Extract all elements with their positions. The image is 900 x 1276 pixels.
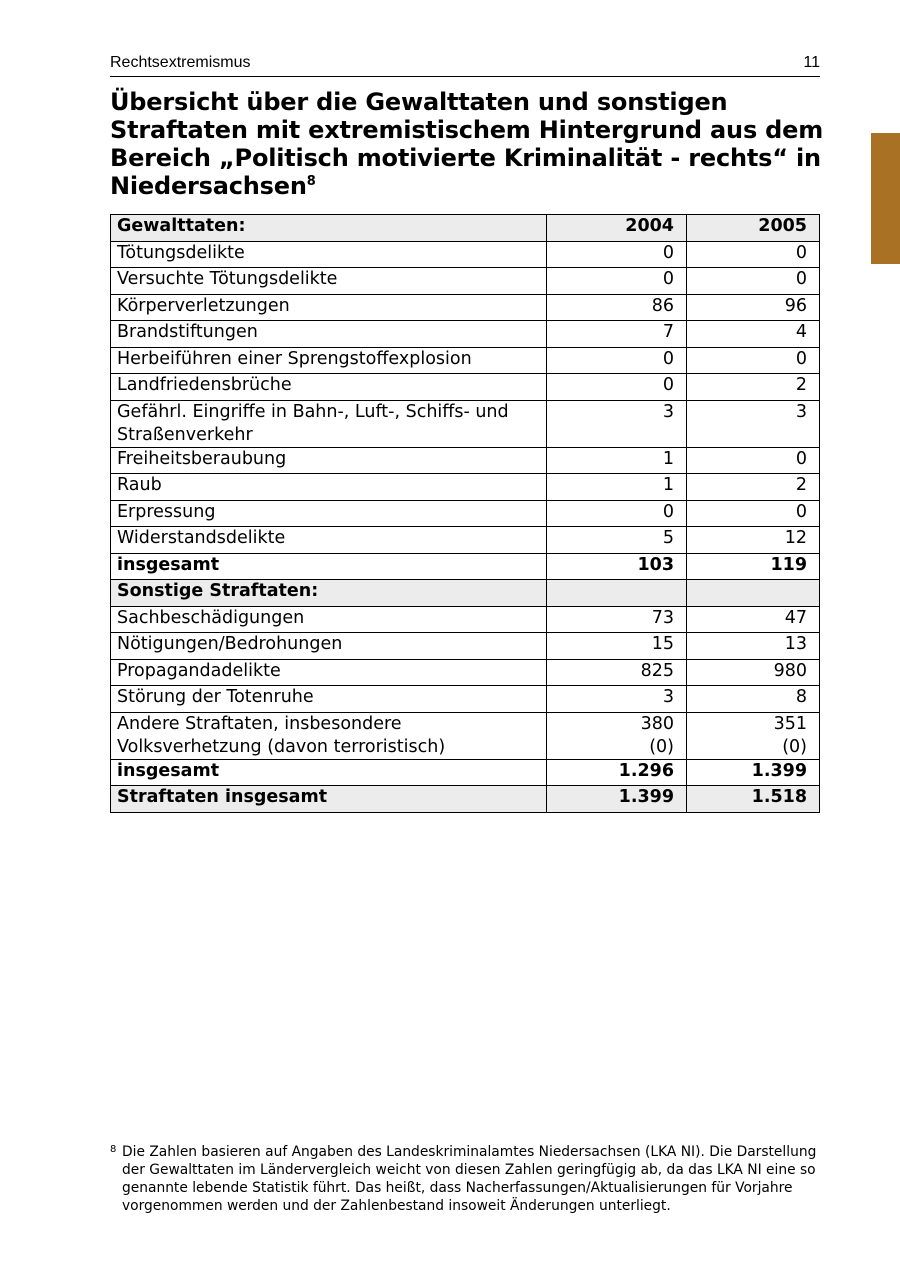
table-row <box>111 347 820 374</box>
value-2004: 0 <box>547 500 687 527</box>
value-2005: 4 <box>687 321 820 348</box>
value-2005: 980 <box>687 659 820 686</box>
value-2005: 1.399 <box>687 759 820 786</box>
table-row <box>111 786 820 813</box>
page-number: 11 <box>803 54 820 71</box>
table-row <box>111 294 820 321</box>
table-row <box>111 712 820 759</box>
row-label: Propagandadelikte <box>111 659 547 686</box>
value-2005: 1.518 <box>687 786 820 813</box>
value-2005: 13 <box>687 633 820 660</box>
value-2004: 1.296 <box>547 759 687 786</box>
value-2005 <box>687 580 820 607</box>
table-row <box>111 215 820 242</box>
value-2004: 73 <box>547 606 687 633</box>
row-label: Gefährl. Eingriffe in Bahn-, Luft-, Schiffs- und Straßenverkehr <box>111 400 547 447</box>
value-2004: 3 <box>547 686 687 713</box>
row-label: Herbeiführen einer Sprengstoffexplosion <box>111 347 547 374</box>
value-2005: 2 <box>687 474 820 501</box>
row-label: insgesamt <box>111 759 547 786</box>
statistics-table <box>110 214 820 813</box>
footnote-text: Die Zahlen basieren auf Angaben des Landeskriminalamtes Niedersachsen (LKA NI). Die Darstellung der Gewalttaten im Ländervergleich weicht von diesen Zahlen geringfügig ab, da das LKA NI eine so genannte lebende Statistik führt. Das heißt, dass Nacherfassungen/Aktualisierungen für Vorjahre vorgenommen werden und der Zahlenbestand insoweit Änderungen unterliegt. <box>122 1144 817 1214</box>
row-label: Tötungsdelikte <box>111 241 547 268</box>
value-2004: 15 <box>547 633 687 660</box>
footnote <box>110 1143 825 1215</box>
title-footnote-ref: 8 <box>306 174 316 189</box>
table-row <box>111 580 820 607</box>
table-row <box>111 527 820 554</box>
value-2005: 119 <box>687 553 820 580</box>
chapter-tab-marker <box>871 133 900 264</box>
table-row <box>111 686 820 713</box>
table-row <box>111 241 820 268</box>
value-2004: 380 (0) <box>547 712 687 759</box>
table-row <box>111 321 820 348</box>
table-row <box>111 474 820 501</box>
value-2004: 0 <box>547 374 687 401</box>
value-2004: 103 <box>547 553 687 580</box>
value-2004: 1 <box>547 474 687 501</box>
value-2005: 12 <box>687 527 820 554</box>
row-label: Widerstandsdelikte <box>111 527 547 554</box>
page-title-text: Übersicht über die Gewalttaten und sonstigen Straftaten mit extremistischem Hintergrund aus dem Bereich „Politisch motivierte Kriminalität - rechts“ in Niedersachsen <box>110 88 824 200</box>
value-2005: 47 <box>687 606 820 633</box>
value-2004: 1 <box>547 447 687 474</box>
row-label: Sonstige Straftaten: <box>111 580 547 607</box>
value-2005: 0 <box>687 347 820 374</box>
row-label: Straftaten insgesamt <box>111 786 547 813</box>
value-2004: 1.399 <box>547 786 687 813</box>
value-2004: 825 <box>547 659 687 686</box>
running-header <box>110 54 820 77</box>
value-2004: 3 <box>547 400 687 447</box>
page-title <box>110 88 830 200</box>
table-row <box>111 447 820 474</box>
value-2004: 0 <box>547 241 687 268</box>
row-label: Körperverletzungen <box>111 294 547 321</box>
statistics-table-body <box>111 215 820 813</box>
footnote-mark: 8 <box>110 1144 117 1155</box>
row-label: Erpressung <box>111 500 547 527</box>
value-2005: 0 <box>687 500 820 527</box>
value-2005: 3 <box>687 400 820 447</box>
value-2005: 0 <box>687 447 820 474</box>
table-row <box>111 659 820 686</box>
value-2004: 0 <box>547 347 687 374</box>
table-row <box>111 268 820 295</box>
value-2004: 7 <box>547 321 687 348</box>
row-label: Sachbeschädigungen <box>111 606 547 633</box>
value-2004: 2004 <box>547 215 687 242</box>
value-2005: 0 <box>687 241 820 268</box>
row-label: Raub <box>111 474 547 501</box>
row-label: Nötigungen/Bedrohungen <box>111 633 547 660</box>
value-2005: 351 (0) <box>687 712 820 759</box>
table-row <box>111 400 820 447</box>
value-2005: 96 <box>687 294 820 321</box>
row-label: Gewalttaten: <box>111 215 547 242</box>
table-row <box>111 759 820 786</box>
row-label: Andere Straftaten, insbesondere Volksverhetzung (davon terroristisch) <box>111 712 547 759</box>
value-2004: 86 <box>547 294 687 321</box>
row-label: Störung der Totenruhe <box>111 686 547 713</box>
value-2005: 0 <box>687 268 820 295</box>
value-2005: 2005 <box>687 215 820 242</box>
value-2004: 0 <box>547 268 687 295</box>
value-2004: 5 <box>547 527 687 554</box>
row-label: Landfriedensbrüche <box>111 374 547 401</box>
value-2005: 8 <box>687 686 820 713</box>
table-row <box>111 374 820 401</box>
table-row <box>111 500 820 527</box>
table-row <box>111 633 820 660</box>
row-label: Versuchte Tötungsdelikte <box>111 268 547 295</box>
row-label: insgesamt <box>111 553 547 580</box>
running-title: Rechtsextremismus <box>110 54 251 71</box>
row-label: Brandstiftungen <box>111 321 547 348</box>
table-row <box>111 606 820 633</box>
value-2004 <box>547 580 687 607</box>
row-label: Freiheitsberaubung <box>111 447 547 474</box>
value-2005: 2 <box>687 374 820 401</box>
table-row <box>111 553 820 580</box>
